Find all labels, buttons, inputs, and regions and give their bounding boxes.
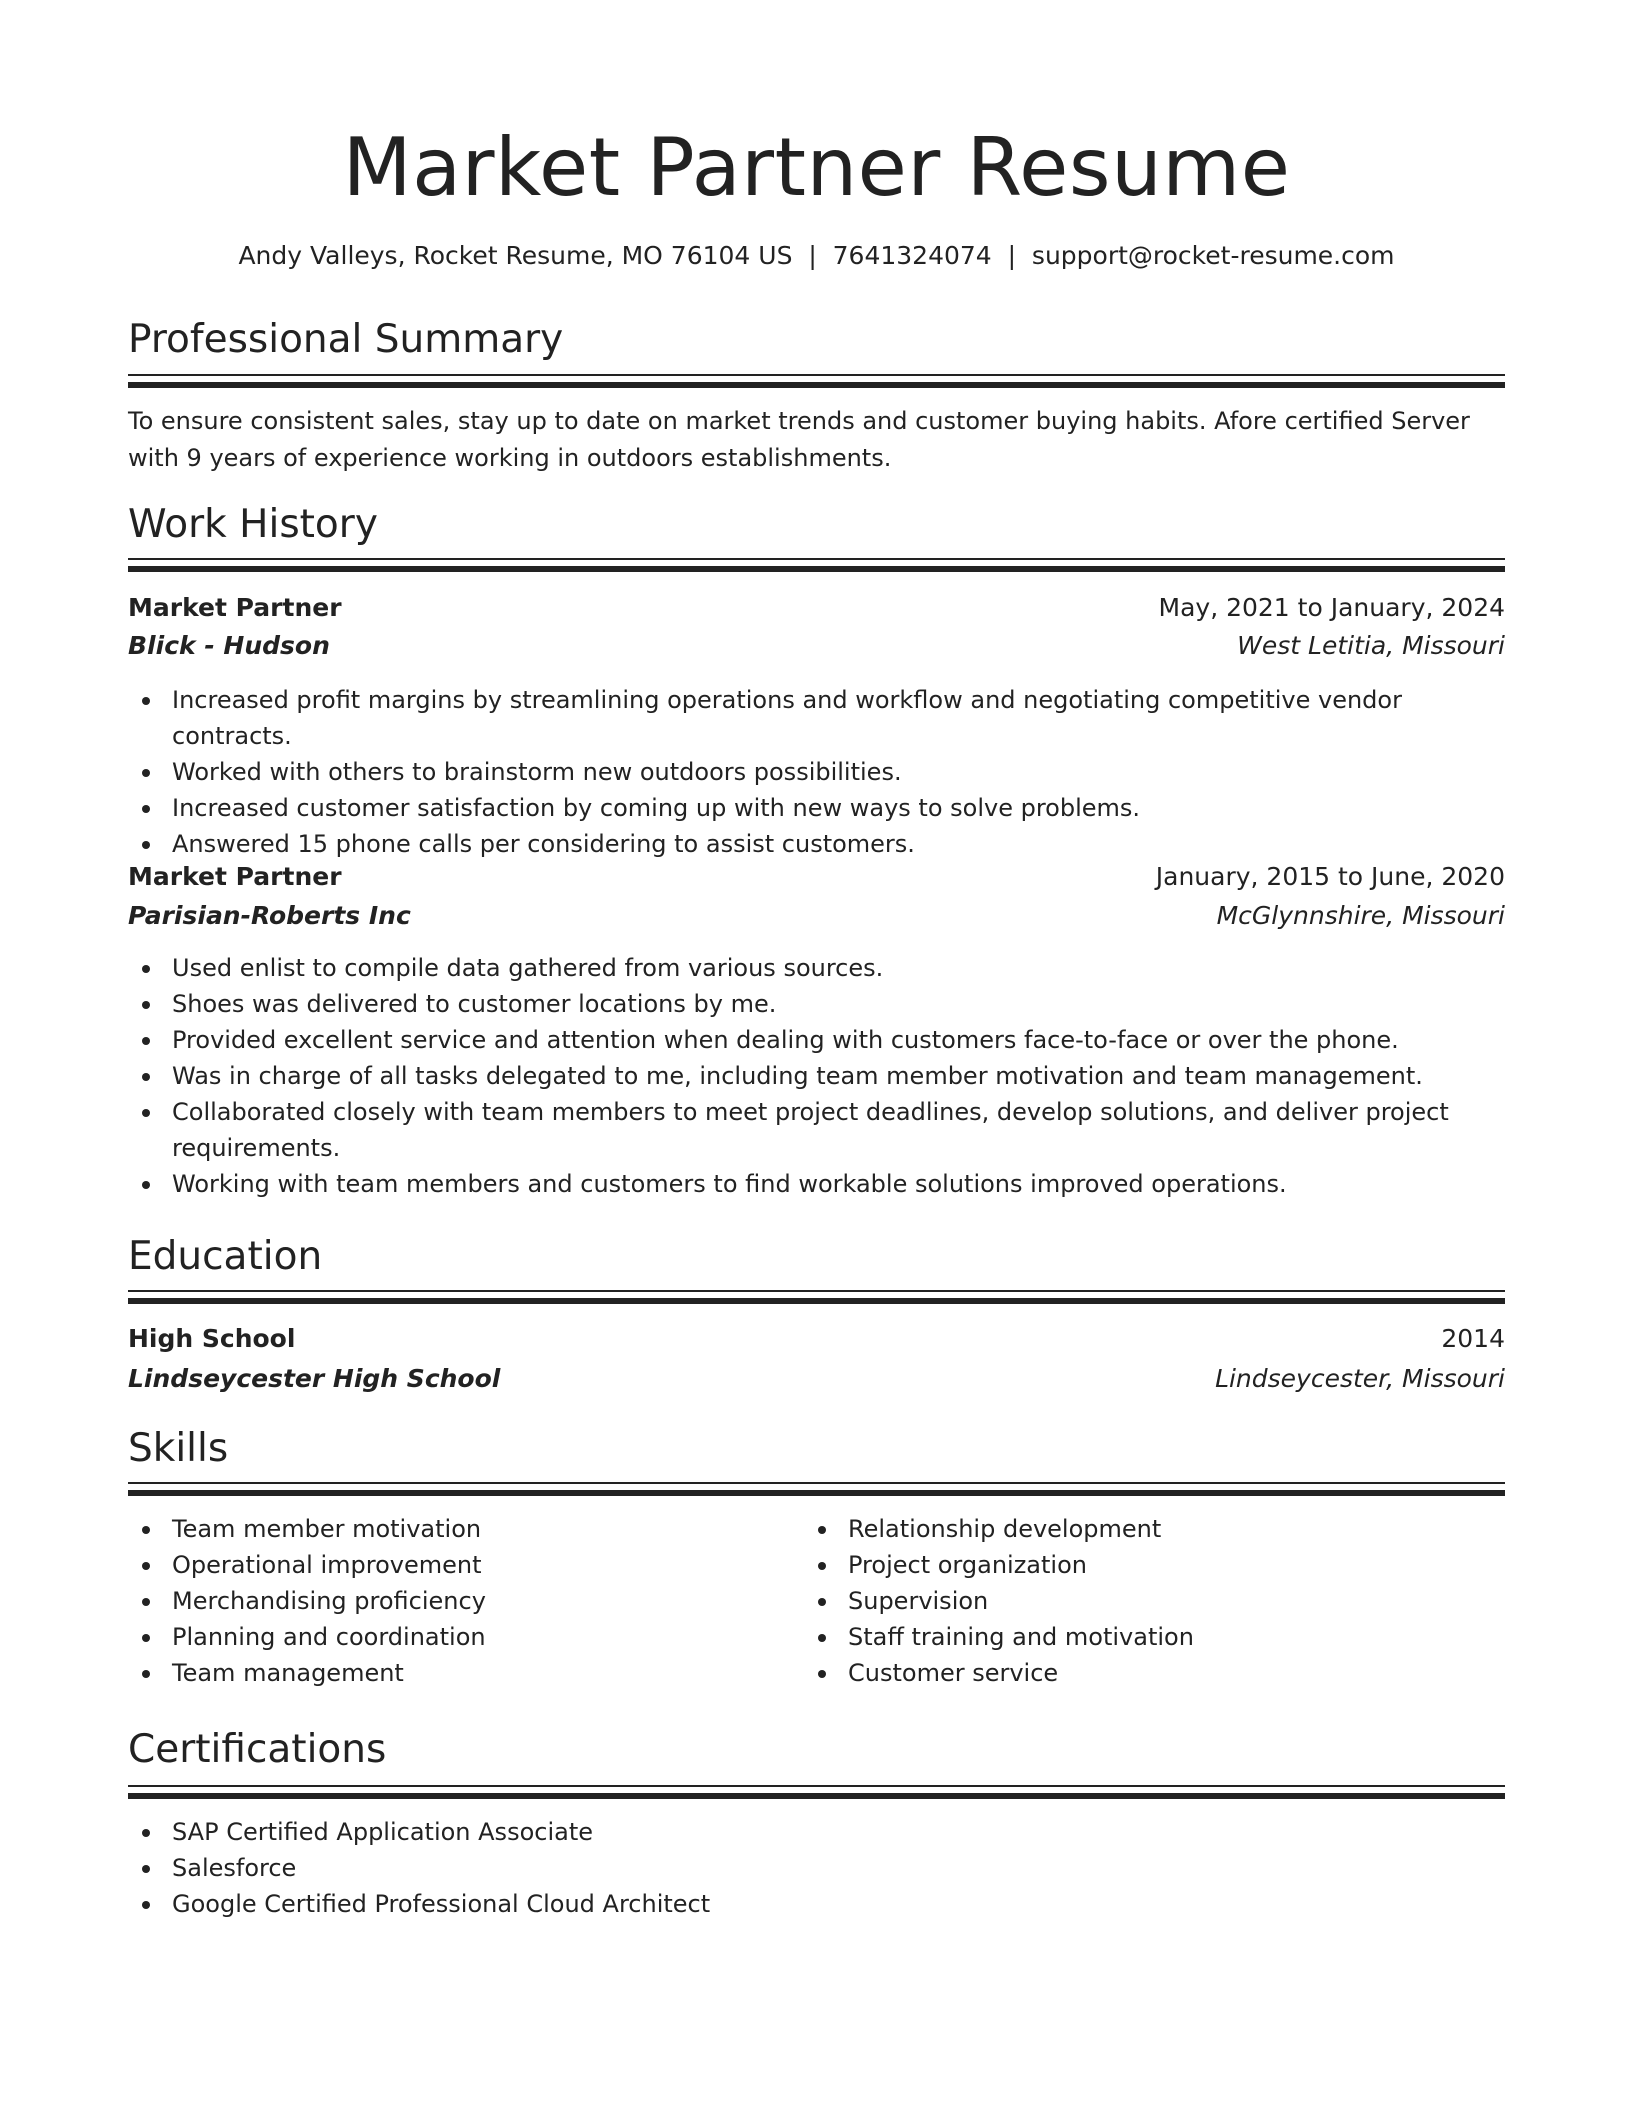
job-title: Market Partner [128, 862, 342, 891]
list-item: Collaborated closely with team members to meet project deadlines, develop solutions, and deliver project requirements. [172, 1094, 1505, 1166]
section-divider [128, 374, 1505, 388]
section-heading-work: Work History [128, 502, 378, 547]
education-school: Lindseycester High School [128, 1364, 501, 1393]
list-item: Team member motivation [172, 1511, 792, 1547]
job-bullets [128, 950, 1505, 1202]
list-item: Increased profit margins by streamlining operations and workflow and negotiating competitive vendor contracts. [172, 682, 1505, 754]
job-header [128, 858, 1505, 896]
education-degree: High School [128, 1324, 296, 1353]
section-heading-summary: Professional Summary [128, 317, 564, 362]
list-item: Google Certified Professional Cloud Architect [172, 1886, 1505, 1922]
job-dates: May, 2021 to January, 2024 [1158, 593, 1505, 622]
certifications-list [128, 1814, 1505, 1922]
education-year: 2014 [1441, 1324, 1505, 1353]
section-divider [128, 1290, 1505, 1304]
list-item: SAP Certified Application Associate [172, 1814, 1505, 1850]
job-dates: January, 2015 to June, 2020 [1155, 862, 1505, 891]
list-item: Operational improvement [172, 1547, 792, 1583]
list-item: Supervision [848, 1583, 1498, 1619]
list-item: Increased customer satisfaction by coming up with new ways to solve problems. [172, 790, 1505, 826]
summary-text: To ensure consistent sales, stay up to date on market trends and customer buying habits. Afore certified Server with 9 years of experience working in outdoors establishments. [128, 407, 1470, 472]
job-company: Parisian-Roberts Inc [128, 901, 411, 930]
section-divider [128, 1482, 1505, 1496]
section-heading-skills: Skills [128, 1426, 229, 1471]
contact-line: Andy Valleys, Rocket Resume, MO 76104 US | 7641324074 | support@rocket-resume.com [238, 241, 1395, 270]
section-divider [128, 1785, 1505, 1799]
list-item: Shoes was delivered to customer locations by me. [172, 986, 1505, 1022]
job-subheader [128, 897, 1505, 935]
education-subheader [128, 1360, 1505, 1398]
job-title: Market Partner [128, 593, 342, 622]
list-item: Merchandising proficiency [172, 1583, 792, 1619]
list-item: Customer service [848, 1655, 1498, 1691]
job-header [128, 589, 1505, 627]
list-item: Planning and coordination [172, 1619, 792, 1655]
education-location: Lindseycester, Missouri [1215, 1364, 1505, 1393]
list-item: Answered 15 phone calls per considering to assist customers. [172, 826, 1505, 862]
section-heading-education: Education [128, 1234, 323, 1279]
list-item: Team management [172, 1655, 792, 1691]
education-header [128, 1320, 1505, 1358]
section-divider [128, 558, 1505, 572]
skills-list-right [804, 1511, 1498, 1691]
list-item: Relationship development [848, 1511, 1498, 1547]
list-item: Provided excellent service and attention when dealing with customers face-to-face or over the phone. [172, 1022, 1505, 1058]
section-heading-certifications: Certifications [128, 1727, 387, 1772]
job-company: Blick - Hudson [128, 631, 330, 660]
list-item: Was in charge of all tasks delegated to me, including team member motivation and team management. [172, 1058, 1505, 1094]
list-item: Working with team members and customers to find workable solutions improved operations. [172, 1166, 1505, 1202]
list-item: Salesforce [172, 1850, 1505, 1886]
job-bullets [128, 682, 1505, 862]
skills-list-left [128, 1511, 792, 1691]
job-location: West Letitia, Missouri [1237, 631, 1505, 660]
resume-title: Market Partner Resume [342, 121, 1291, 214]
list-item: Staff training and motivation [848, 1619, 1498, 1655]
list-item: Project organization [848, 1547, 1498, 1583]
job-subheader [128, 627, 1505, 665]
job-location: McGlynnshire, Missouri [1216, 901, 1505, 930]
list-item: Used enlist to compile data gathered from various sources. [172, 950, 1505, 986]
list-item: Worked with others to brainstorm new outdoors possibilities. [172, 754, 1505, 790]
